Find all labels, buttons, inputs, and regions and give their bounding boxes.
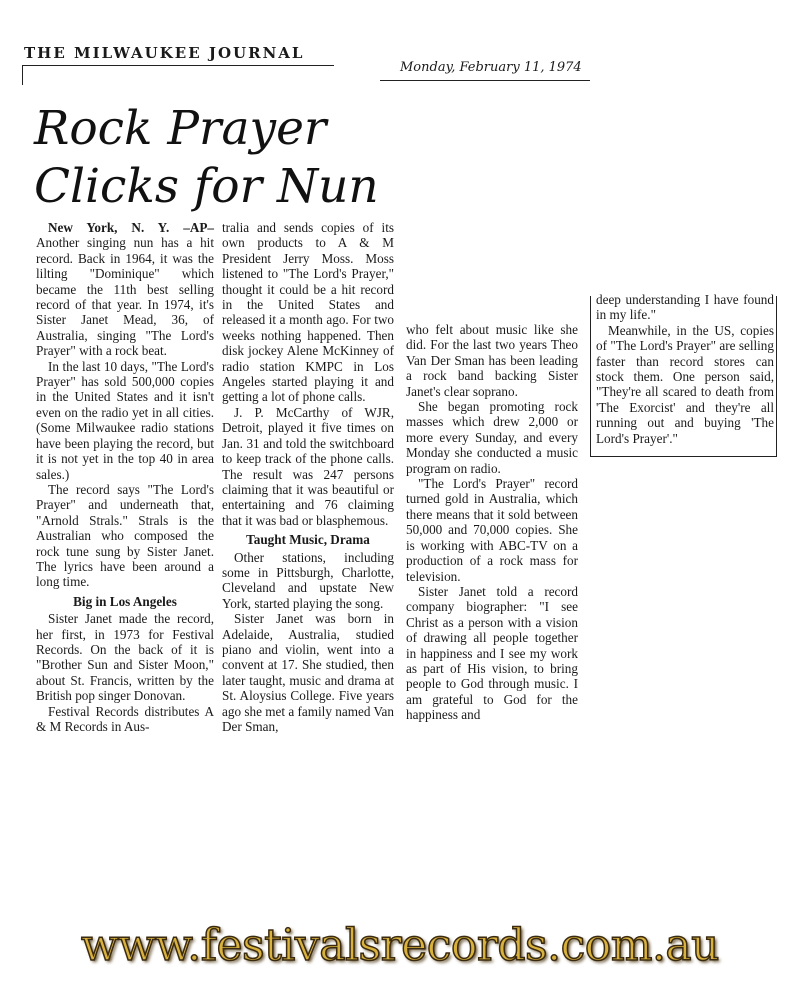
column-border-right [776, 296, 777, 456]
paragraph: In the last 10 days, "The Lord's Prayer" has sold 500,000 copies in the United States and it isn't even on the radio yet in all cities. (Some Milwaukee radio stations have been playing the record, but it is not yet in the top 40 in area sales.) [36, 358, 214, 482]
paragraph-text: Another singing nun has a hit record. Back in 1964, it was the lilting "Dominique" which became the 11th best selling record of that year. In 1974, it's Sister Janet Mead, 36, of Australia, singing "The Lord's Prayer" with a rock beat. [36, 235, 214, 359]
subhead: Big in Los Angeles [73, 593, 177, 609]
paragraph: "The Lord's Prayer" record turned gold in Australia, which there means that it sold between 50,000 and 70,000 copies. She is working with ABC-TV on a production of a rock mass for television. [406, 476, 578, 584]
paragraph: Other stations, including some in Pittsburgh, Charlotte, Cleveland and upstate New York, started playing the song. [222, 549, 394, 611]
article-column-2 [222, 220, 394, 734]
masthead-rule-left [22, 65, 23, 85]
paragraph: Sister Janet made the record, her first, in 1973 for Festival Records. On the back of it is "Brother Sun and Sister Moon," about St. Francis, written by the British pop singer Donovan. [36, 611, 214, 704]
publication-date: Monday, February 11, 1974 [400, 60, 582, 75]
article-column-3 [406, 322, 578, 723]
paragraph: The record says "The Lord's Prayer" and underneath that, "Arnold Strals." Strals is the Australian who composed the rock tune sung by Sister Janet. The lyrics have been around a long time. [36, 481, 214, 590]
paragraph: She began promoting rock masses which drew 2,000 or more every Sunday, and every Monday she conducted a music program on radio. [406, 399, 578, 476]
date-rule [380, 80, 590, 81]
masthead: THE MILWAUKEE JOURNAL [24, 44, 305, 62]
subhead: Taught Music, Drama [246, 532, 370, 548]
headline-line-2: Clicks for Nun [34, 159, 379, 214]
lead-paragraph [36, 220, 214, 359]
headline-line-1: Rock Prayer [34, 101, 327, 156]
paragraph: tralia and sends copies of its own products to A & M President Jerry Moss. Moss listened to "The Lord's Prayer," thought it could be a hit record in the United States and released it a month ago. For two weeks nothing happened. Then disk jockey Alene McKinney of radio station KMPC in Los Angeles started playing it and getting a lot of phone calls. [222, 220, 394, 405]
paragraph: Festival Records distributes A & M Records in Aus- [36, 703, 214, 734]
article-dateline: New York, N. Y. –AP– [48, 220, 214, 235]
headline [34, 100, 379, 216]
column-border-bottom [590, 456, 777, 457]
paragraph: Meanwhile, in the US, copies of "The Lord's Prayer" are selling faster than record stores can stock them. One person said, "They're all scared to death from 'The Exorcist' and they're all running out and buying 'The Lord's Prayer'." [596, 322, 774, 446]
article-column-1 [36, 220, 214, 734]
column-border-left [590, 296, 591, 456]
article-column-4 [596, 292, 774, 446]
paragraph: Sister Janet told a record company biographer: "I see Christ as a person with a vision of drawing all people together in happiness and I see my work as part of His vision, to bring people to God through music. I am grateful to God for the happiness and [406, 583, 578, 723]
paragraph: J. P. McCarthy of WJR, Detroit, played it five times on Jan. 31 and told the switchboard to keep track of the phone calls. The result was 247 persons claiming that it was beautiful or entertaining and 76 claiming that it was bad or blasphemous. [222, 404, 394, 528]
paragraph: deep understanding I have found in my life." [596, 292, 774, 323]
watermark-url: www.festivalsrecords.com.au [80, 920, 720, 971]
masthead-rule [22, 65, 334, 66]
paragraph: who felt about music like she did. For the last two years Theo Van Der Sman has been leading a rock band backing Sister Janet's clear soprano. [406, 322, 578, 399]
paragraph: Sister Janet was born in Adelaide, Australia, studied piano and violin, went into a convent at 17. She studied, then later taught, music and drama at St. Aloysius College. Five years ago she met a family named Van Der Sman, [222, 611, 394, 734]
